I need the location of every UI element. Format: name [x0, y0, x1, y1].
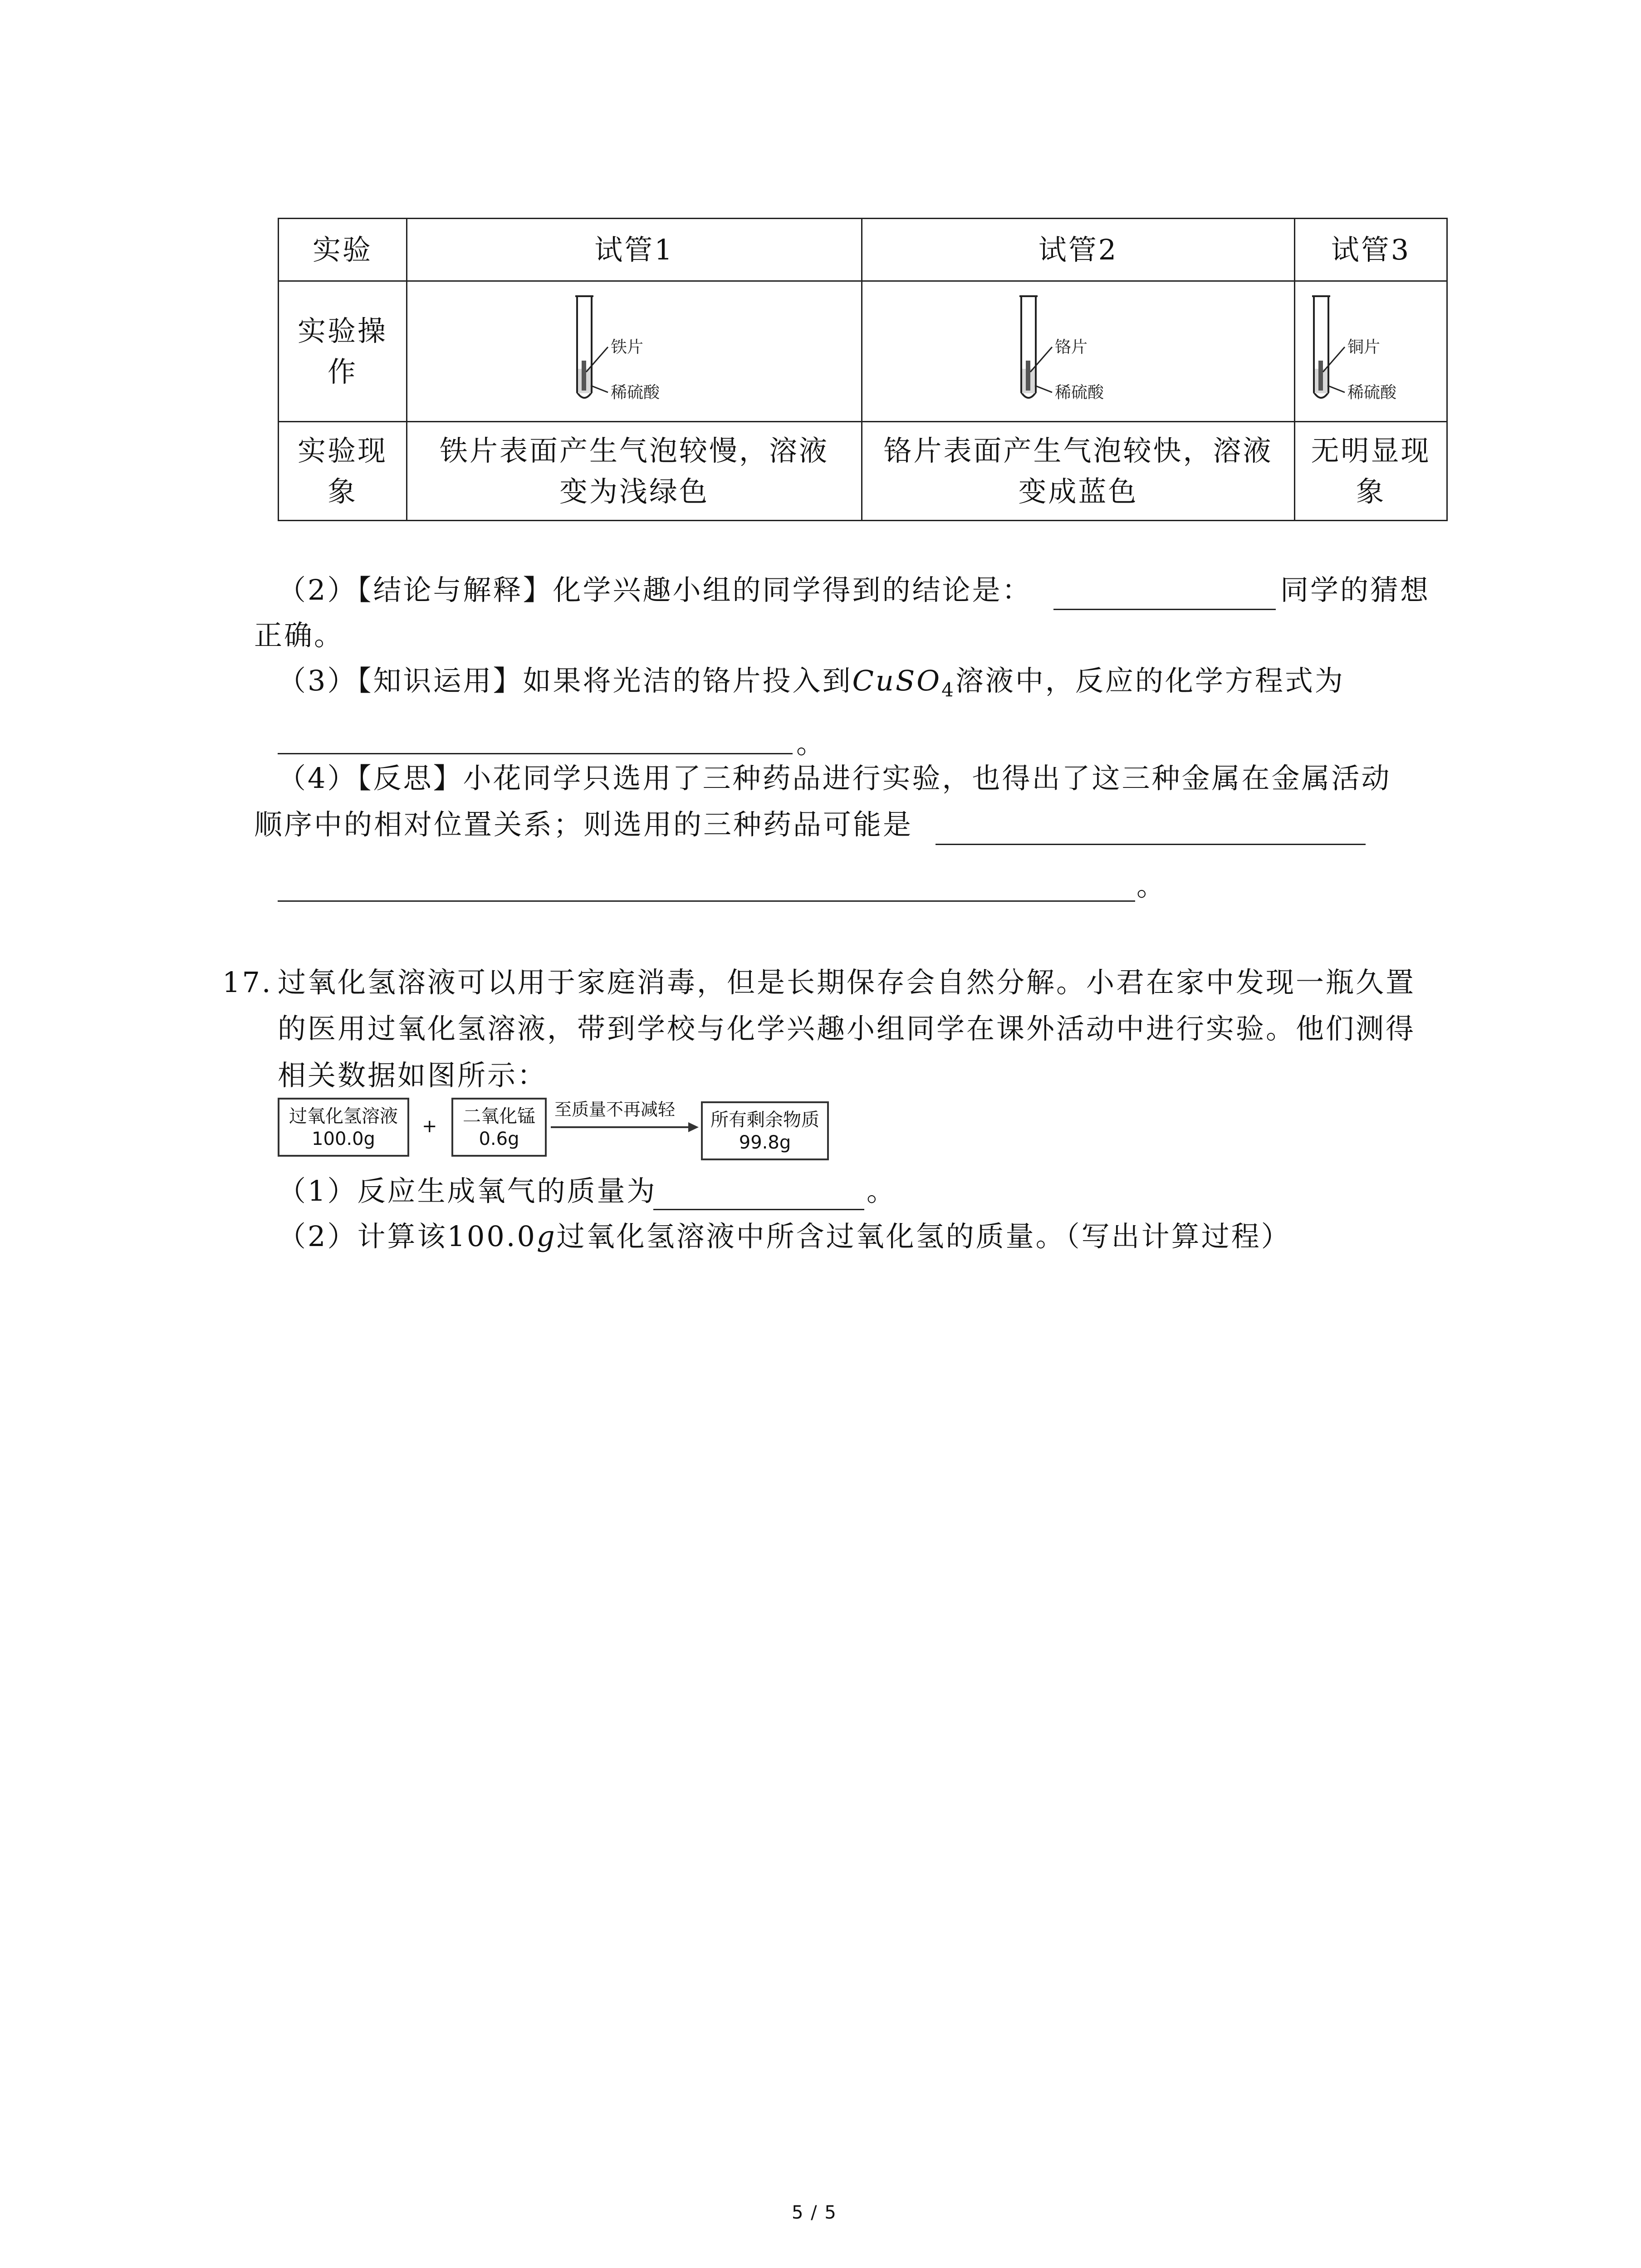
tube-2-acid-label: 稀硫酸: [1054, 383, 1104, 402]
flow-box-2-value: 0.6g: [479, 1129, 519, 1149]
flow-box-1-value: 100.0g: [312, 1129, 375, 1149]
flow-box-3-name: 所有剩余物质: [710, 1110, 819, 1130]
test-tube-copper-icon: [1303, 293, 1439, 411]
q17-line-2: 的医用过氧化氢溶液，带到学校与化学兴趣小组同学在课外活动中进行实验。他们测得: [278, 1012, 1416, 1045]
phenomenon-tube-1: 铁片表面产生气泡较慢，溶液变为浅绿色: [407, 422, 862, 521]
q17-part2-mass: 100.0: [447, 1220, 537, 1253]
tube-3-metal-label: 铜片: [1347, 337, 1380, 357]
phenomenon-tube-3: 无明显现象: [1295, 422, 1447, 521]
operation-label: 实验操作: [279, 281, 407, 422]
flow-box-2-name: 二氧化锰: [463, 1106, 535, 1127]
header-tube-2: 试管2: [862, 219, 1295, 281]
q16-part3-end: 。: [796, 727, 827, 760]
experiment-table: [278, 218, 1448, 521]
tube-1-metal-label: 铁片: [611, 337, 644, 357]
q17-line-3: 相关数据如图所示：: [278, 1059, 548, 1092]
q17-line-1: 过氧化氢溶液可以用于家庭消毒，但是长期保存会自然分解。小君在家中发现一瓶久置: [278, 966, 1416, 999]
flow-box-3-value: 99.8g: [739, 1132, 791, 1153]
flow-plus-sign: +: [422, 1116, 437, 1137]
header-experiment: 实验: [279, 219, 407, 281]
q16-part2-text-c: 正确。: [254, 619, 344, 652]
table-operation-row: [279, 281, 1447, 422]
q16-part3-text-b: 溶液中，反应的化学方程式为: [955, 664, 1345, 697]
test-tube-chromium-icon: [1010, 293, 1146, 411]
flow-arrow-label: 至质量不再减轻: [554, 1100, 676, 1119]
tube-2-metal-label: 铬片: [1054, 337, 1087, 357]
header-tube-1: 试管1: [407, 219, 862, 281]
q16-part2-text-b: 同学的猜想: [1280, 573, 1430, 606]
tube-1-acid-label: 稀硫酸: [611, 383, 660, 402]
flow-box-remaining-substances: [701, 1101, 829, 1160]
q16-part4-answer-blank-2[interactable]: [278, 900, 1135, 902]
tube-2-cell: [862, 281, 1295, 422]
q17-part2-text-a: （2）计算该: [278, 1220, 447, 1253]
test-tube-iron-icon: [566, 293, 702, 411]
q17-part1-answer-blank[interactable]: [653, 1209, 864, 1210]
header-tube-3: 试管3: [1295, 219, 1447, 281]
copper-sulfate-formula: CuSO: [852, 664, 942, 697]
q16-part3-answer-blank[interactable]: [278, 753, 793, 754]
q17-number: 17.: [222, 966, 273, 999]
tube-1-cell: [407, 281, 862, 422]
q16-part4-answer-blank-1[interactable]: [936, 844, 1366, 845]
q16-part2-text: （2）【结论与解释】化学兴趣小组的同学得到的结论是：: [278, 573, 1032, 606]
copper-sulfate-subscript: 4: [941, 679, 955, 701]
q17-part1-text: （1）反应生成氧气的质量为: [278, 1174, 657, 1207]
q16-part4-text-a: （4）【反思】小花同学只选用了三种药品进行实验，也得出了这三种金属在金属活动: [278, 762, 1391, 795]
phenomenon-label: 实验现象: [279, 422, 407, 521]
q17-part2-text: [278, 1222, 1291, 1251]
q16-part2-answer-blank[interactable]: [1053, 609, 1276, 610]
tube-3-acid-label: 稀硫酸: [1347, 383, 1396, 402]
flow-box-hydrogen-peroxide: [278, 1098, 409, 1157]
table-header-row: [279, 219, 1447, 281]
q17-part2-unit: g: [536, 1220, 557, 1253]
flow-arrow-icon: [550, 1120, 700, 1134]
q16-part3-text: [278, 664, 1345, 701]
flow-box-manganese-dioxide: [451, 1098, 547, 1157]
tube-3-cell: [1295, 281, 1447, 422]
page-number: 5 / 5: [792, 2202, 837, 2223]
q16-part3-text-a: （3）【知识运用】如果将光洁的铬片投入到: [278, 664, 852, 697]
q16-part4-end: 。: [1136, 869, 1167, 902]
flow-box-1-name: 过氧化氢溶液: [289, 1106, 398, 1127]
table-phenomenon-row: [279, 422, 1447, 521]
q17-part2-text-b: 过氧化氢溶液中所含过氧化氢的质量。（写出计算过程）: [556, 1220, 1291, 1253]
q17-part1-end: 。: [867, 1174, 897, 1207]
q16-part4-text-b: 顺序中的相对位置关系；则选用的三种药品可能是: [254, 808, 913, 841]
phenomenon-tube-2: 铬片表面产生气泡较快，溶液变成蓝色: [862, 422, 1295, 521]
